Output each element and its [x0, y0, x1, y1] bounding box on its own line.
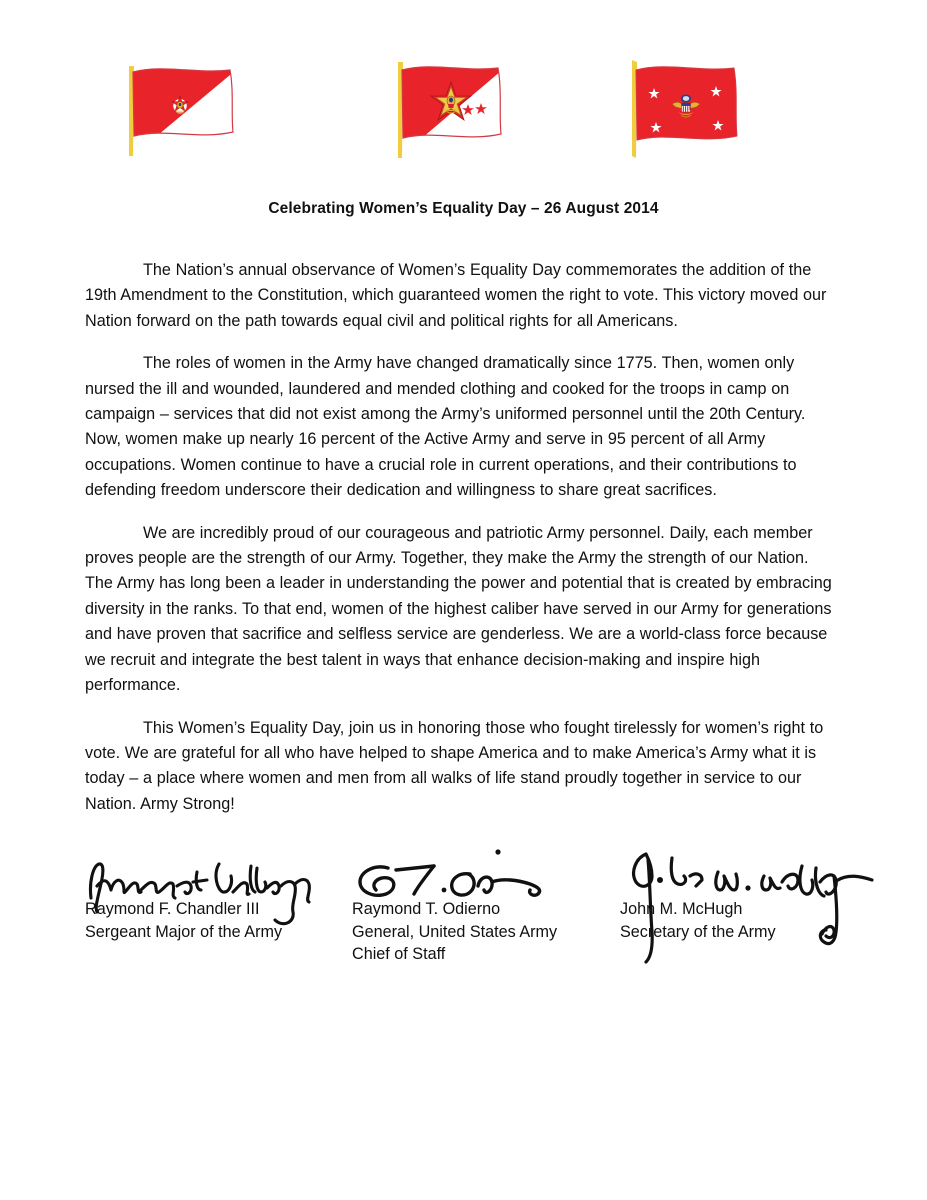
paragraph-1: The Nation’s annual observance of Women’s Equality Day commemorates the addition of the 19th Amendment to the Constitution, which guaranteed women the right to vote. This victory moved our Nation forward on the path towards equal civil and political rights for all Americans. — [85, 261, 827, 330]
signer-title: Secretary of the Army — [620, 922, 776, 941]
signer-name: John M. McHugh — [620, 900, 743, 918]
signature-column-odierno — [352, 846, 617, 966]
signer-title-secondary: Chief of Staff — [352, 945, 446, 964]
paragraph-3: We are incredibly proud of our courageous and patriotic Army personnel. Daily, each member proves people are the strength of our Army. Together, they make the Army the strength of our Nation. The Army has long been a leader in understanding the power and potential that is created by embracing diversity in the ranks. To that end, women of the highest caliber have served in our Army for generations and have proven that sacrifice and selfless service are genderless. We are a world-class force because we recruit and integrate the best talent in ways that enhance decision-making and inspire high performance. — [85, 523, 832, 695]
sergeant-major-of-the-army-flag — [118, 60, 248, 160]
signer-title: Sergeant Major of the Army — [85, 922, 283, 941]
paragraph-2: The roles of women in the Army have changed dramatically since 1775. Then, women only nursed the ill and wounded, laundered and mended clothing and cooked for the troops in camp on campaign – services that did not exist among the Army’s uniformed personnel until the 20th Century. Now, women make up nearly 16 percent of the Active Army and serve in 95 percent of all Army occupations. Women continue to have a crucial role in current operations, and their contributions to defending freedom underscore their dedication and willingness to share great sacrifices. — [85, 354, 806, 500]
signer-title: General, United States Army — [352, 922, 558, 941]
signature-column-mchugh — [620, 846, 900, 943]
paragraph-4: This Women’s Equality Day, join us in honoring those who fought tirelessly for women’s right to vote. We are grateful for all who have helped to shape America and to make America’s Army what it is today – a place where women and men from all walks of life stand proudly together in service to our Nation. Army Strong! — [85, 718, 824, 813]
letter-body — [85, 258, 833, 817]
signature-column-chandler — [85, 846, 350, 943]
signature-block — [82, 846, 902, 986]
raymond-t-odierno-signature — [352, 846, 617, 898]
john-m-mchugh-signature — [620, 846, 900, 898]
secretary-of-the-army-flag — [620, 60, 750, 160]
flags-header — [0, 60, 927, 160]
raymond-f-chandler-iii-signature — [85, 846, 350, 898]
chief-of-staff-four-star-flag — [388, 60, 518, 160]
signer-name: Raymond T. Odierno — [352, 900, 501, 918]
page-title: Celebrating Women’s Equality Day – 26 August 2014 — [268, 200, 659, 217]
signer-name: Raymond F. Chandler III — [85, 900, 260, 918]
